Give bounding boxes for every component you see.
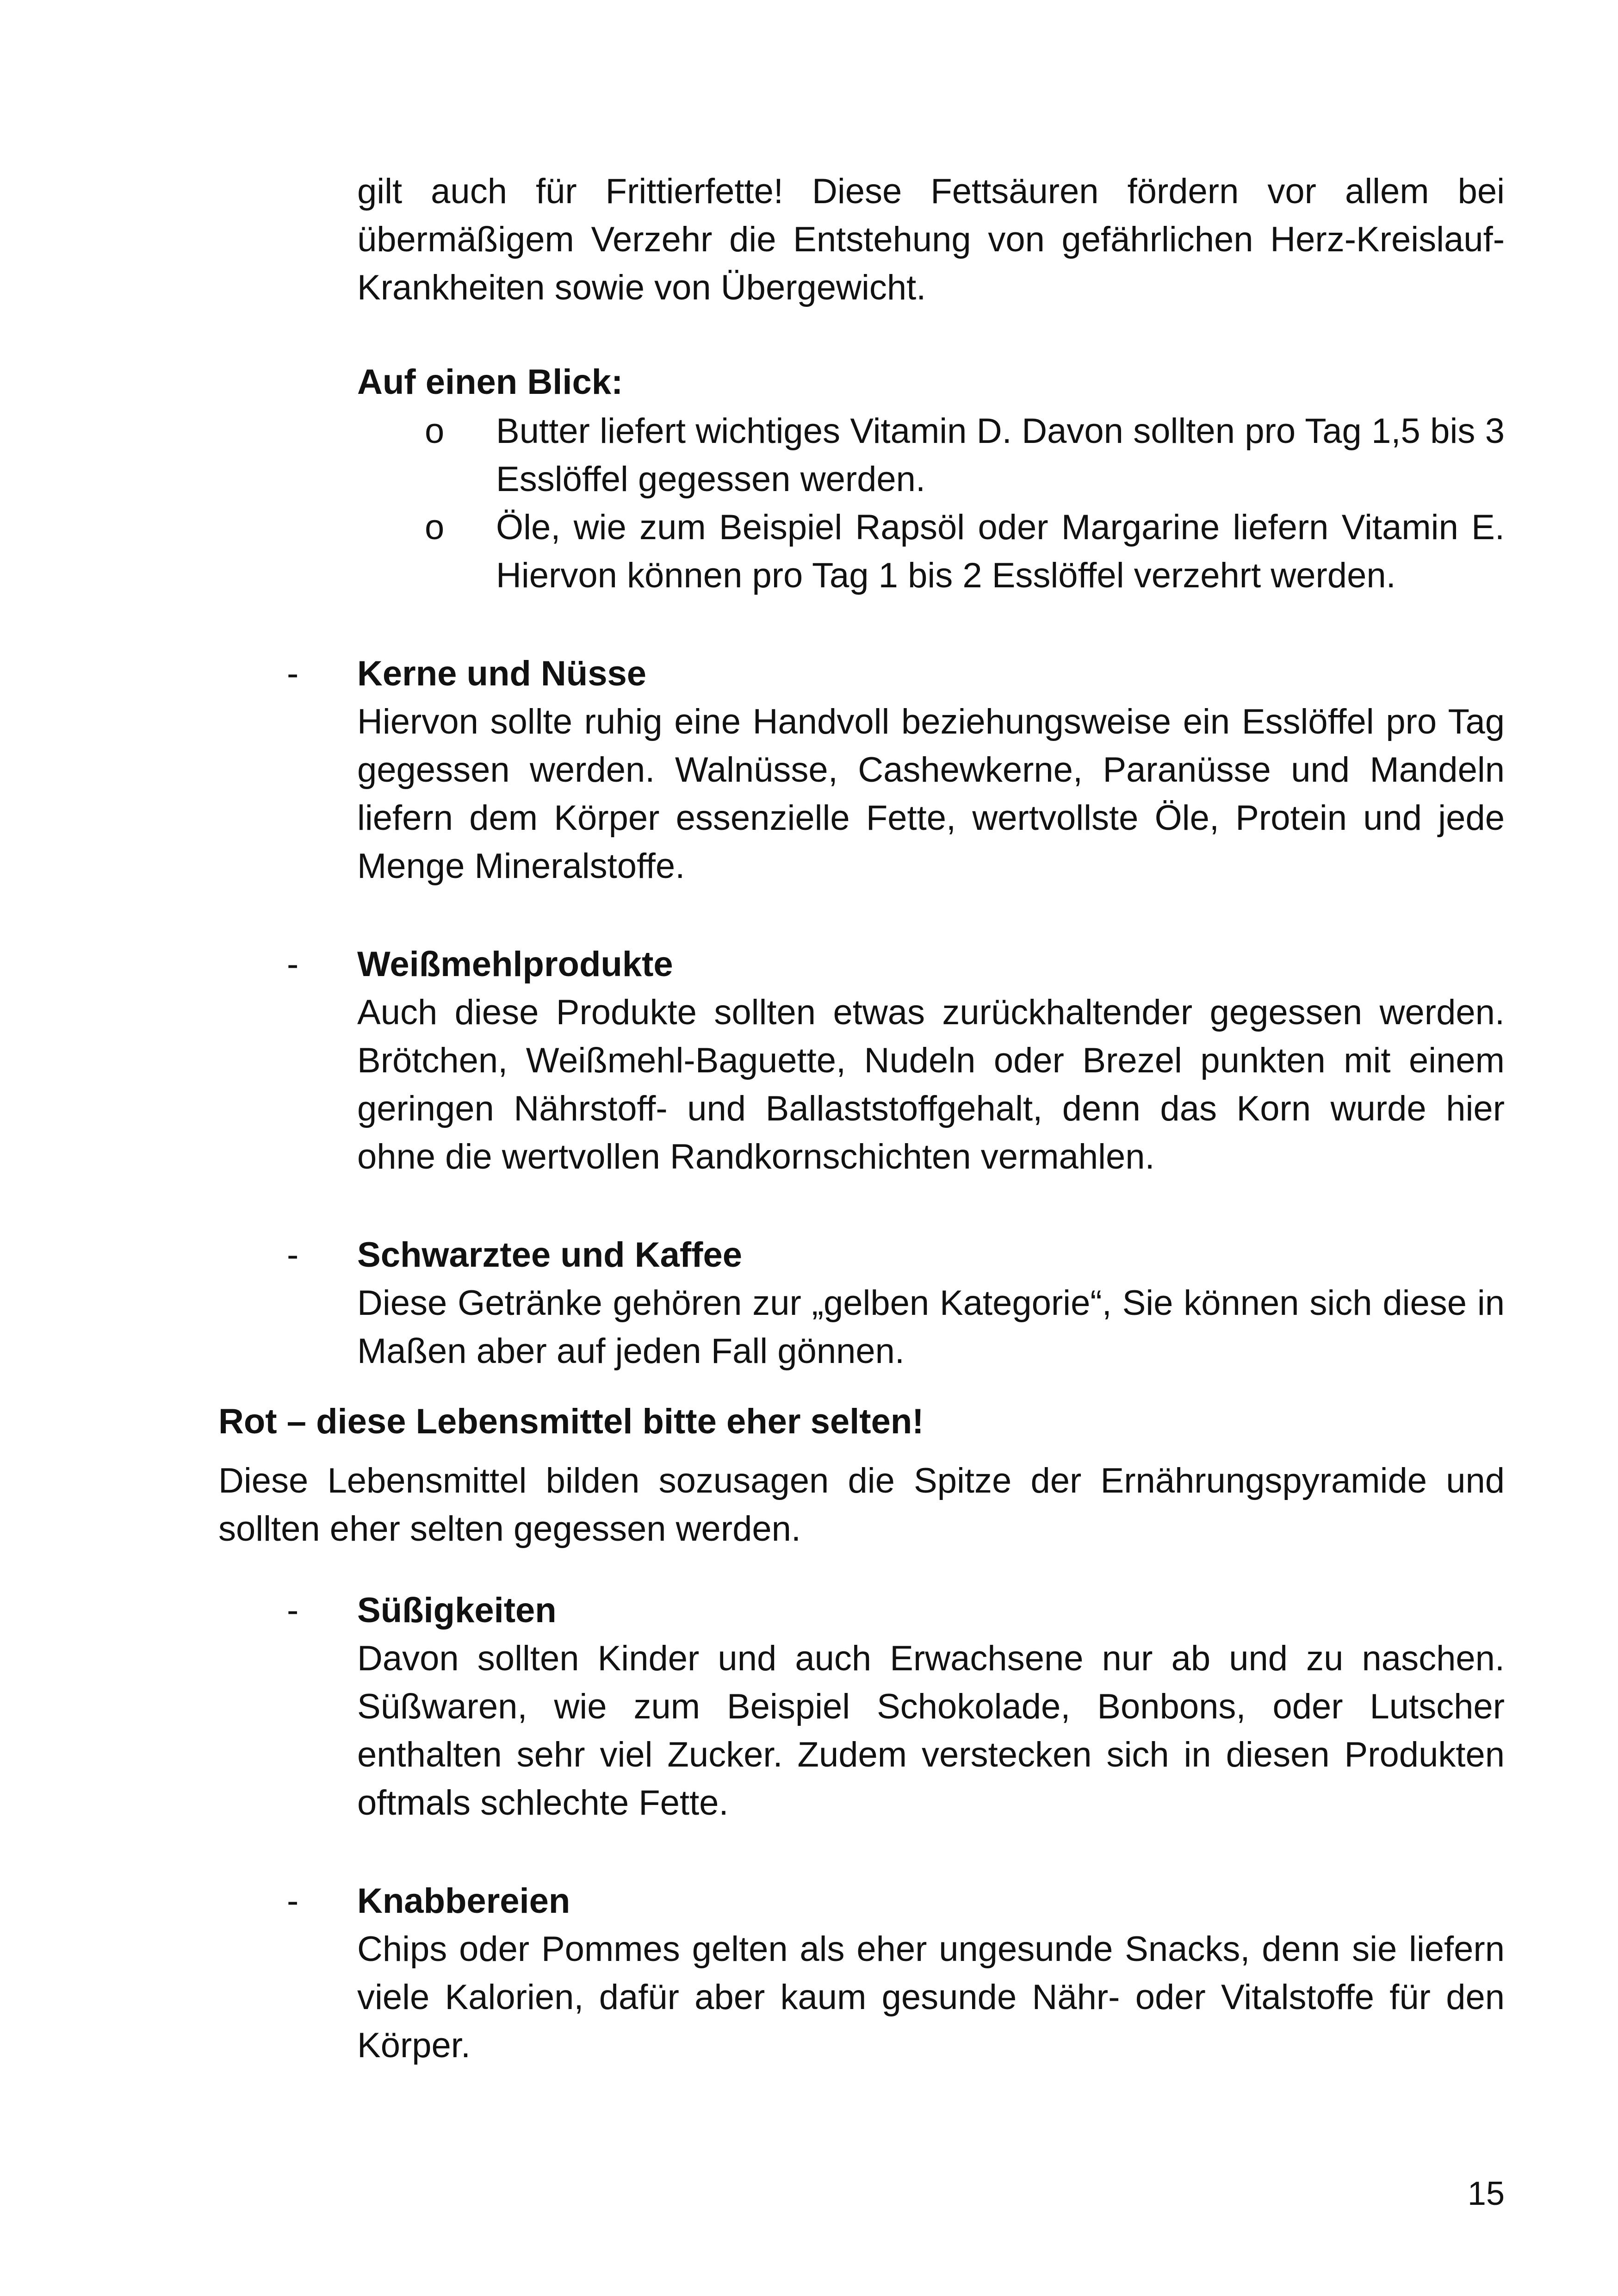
item-title: Süßigkeiten xyxy=(357,1591,557,1630)
circle-bullet-icon: o xyxy=(425,508,445,547)
item-title: Weißmehlprodukte xyxy=(357,945,673,984)
item-title: Kerne und Nüsse xyxy=(357,654,647,693)
intro-paragraph: gilt auch für Frittierfette! Diese Fettsäuren fördern vor allem bei übermäßigem Verzehr die Entstehung von gefährlichen Herz-Kreislauf-Krankheiten sowie von Übergewicht. xyxy=(357,172,1505,307)
item-title: Schwarztee und Kaffee xyxy=(357,1235,742,1275)
dash-bullet-icon: - xyxy=(287,654,299,693)
summary-item: Butter liefert wichtiges Vitamin D. Davon sollten pro Tag 1,5 bis 3 Esslöffel gegessen werden. xyxy=(496,411,1505,499)
circle-bullet-icon: o xyxy=(425,411,445,451)
item-text: Hiervon sollte ruhig eine Handvoll beziehungsweise ein Esslöffel pro Tag gegessen werden. Walnüsse, Cashewkerne, Paranüsse und Mandeln liefern dem Körper essenzielle Fette, wertvollste Öle, Protein und jede Menge Mineralstoffe. xyxy=(357,702,1505,886)
summary-item: Öle, wie zum Beispiel Rapsöl oder Margarine liefern Vitamin E. Hiervon können pro Tag 1 bis 2 Esslöffel verzehrt werden. xyxy=(496,508,1505,595)
item-text: Diese Getränke gehören zur „gelben Kategorie“, Sie können sich diese in Maßen aber auf jeden Fall gönnen. xyxy=(357,1283,1505,1371)
dash-bullet-icon: - xyxy=(287,945,299,984)
list-item xyxy=(278,1587,1505,1827)
list-item xyxy=(278,1231,1505,1379)
dash-bullet-icon: - xyxy=(287,1235,299,1275)
item-title: Knabbereien xyxy=(357,1881,570,1921)
list-item xyxy=(278,940,1505,1181)
item-text: Auch diese Produkte sollten etwas zurückhaltender gegessen werden. Brötchen, Weißmehl-Baguette, Nudeln oder Brezel punkten mit einem geringen Nährstoff- und Ballaststoffgehalt, denn das Korn wurde hier ohne die wertvollen Randkornschichten vermahlen. xyxy=(357,993,1505,1176)
item-text: Chips oder Pommes gelten als eher ungesunde Snacks, denn sie liefern viele Kalorien, dafür aber kaum gesunde Nähr- oder Vitalstoffe für den Körper. xyxy=(357,1929,1505,2065)
list-item xyxy=(278,650,1505,890)
item-text: Davon sollten Kinder und auch Erwachsene nur ab und zu naschen. Süßwaren, wie zum Beispiel Schokolade, Bonbons, oder Lutscher enthalten sehr viel Zucker. Zudem verstecken sich in diesen Produkten oftmals schlechte Fette. xyxy=(357,1639,1505,1823)
dash-bullet-icon: - xyxy=(287,1881,299,1921)
section-intro: Diese Lebensmittel bilden sozusagen die Spitze der Ernährungspyramide und sollten eher selten gegessen werden. xyxy=(218,1461,1505,1549)
page-number: 15 xyxy=(1467,2175,1505,2212)
section-heading: Rot – diese Lebensmittel bitte eher selten! xyxy=(218,1402,924,1441)
summary-list xyxy=(357,407,1505,602)
summary-heading: Auf einen Blick: xyxy=(357,362,623,402)
dash-bullet-icon: - xyxy=(287,1591,299,1630)
list-item xyxy=(278,1877,1505,2081)
